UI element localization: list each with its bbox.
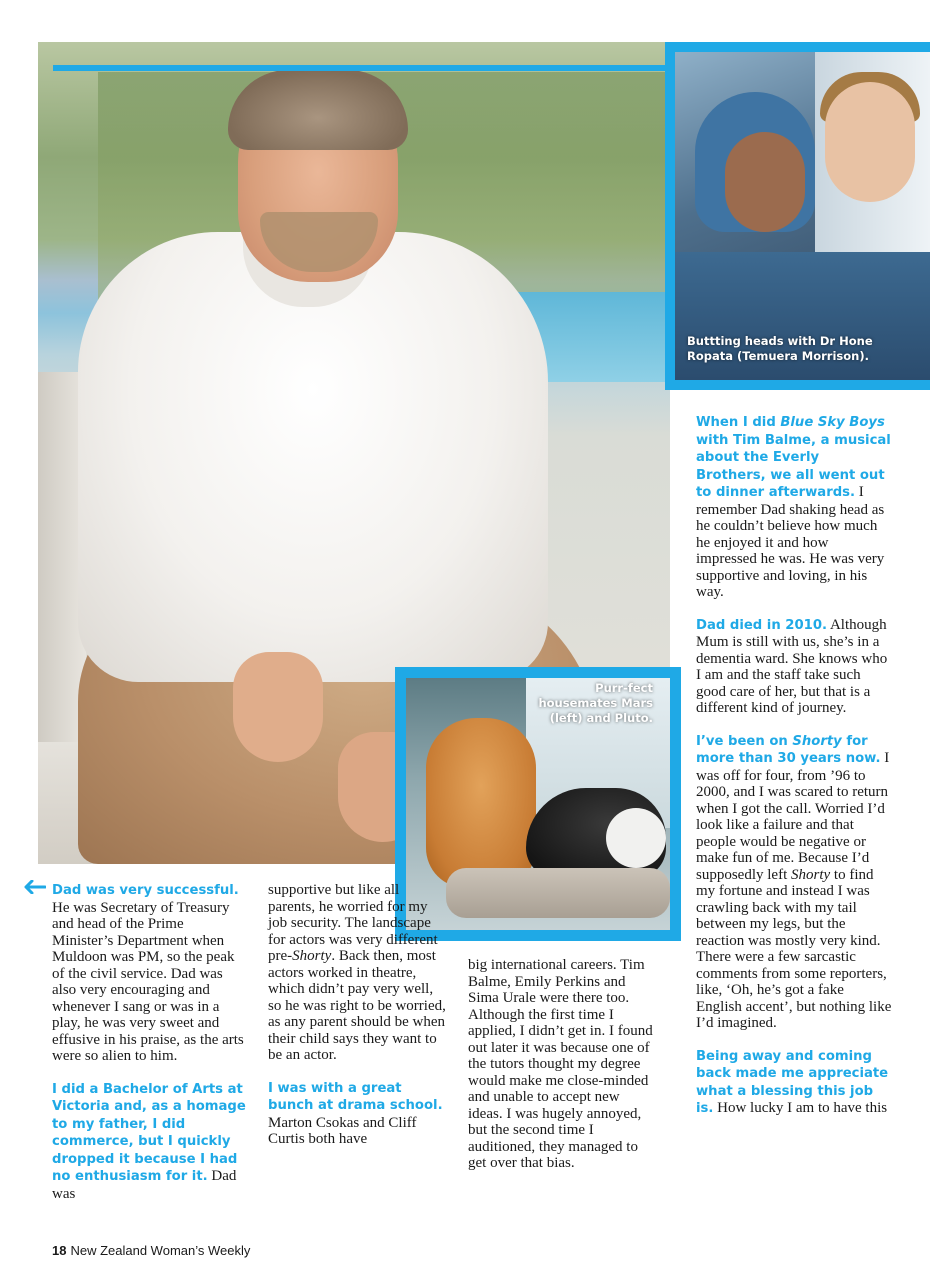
body-text: Dad was [52, 1168, 237, 1202]
show-title: Shorty [791, 866, 831, 883]
body-text: big international careers. Tim Balme, Emily Perkins and Sima Urale were there too. Although the first time I applied, I didn’t get in. I found out later it was because one of the tutors thought my degree would make me close-minded and unable to accept new ideas. I was hugely annoyed, but the second time I auditioned, they managed to get over that bias. [468, 957, 653, 1171]
show-title: Blue Sky Boys [780, 415, 885, 430]
text-column-4 [696, 414, 892, 1118]
text-column-1 [52, 882, 248, 1202]
paragraph [696, 1048, 892, 1118]
inset-photo-hospital-image [675, 52, 930, 380]
ginger-cat [426, 718, 536, 888]
body-text: Although Mum is still with us, she’s in a dementia ward. She knows who I am and the staff take such good care of her, but that is a different kind of journey. [696, 616, 888, 716]
caption-hospital: Buttting heads with Dr Hone Ropata (Temuera Morrison). [687, 334, 873, 363]
cat-perch [446, 868, 670, 918]
body-text-part: to find my fortune and instead I was crawling back with my tail between my legs, but the reaction was mostly very kind. There were a few sarcastic comments from some reporters, like, ‘Oh, he’s got a fake English accent’, but nothing like I’d imagined. [696, 866, 892, 1031]
actor-face-left [725, 132, 805, 232]
subheading: I did a Bachelor of Arts at Victoria and, as a homage to my father, I did commerce, but I quickly dropped it because I had no enthusiasm for it. [52, 1081, 246, 1184]
left-hand [233, 652, 323, 762]
paragraph [696, 414, 892, 601]
subheading-part: for more than 30 years now. [696, 733, 881, 766]
subheading [696, 734, 881, 767]
show-title: Shorty [292, 948, 332, 964]
text-column-2 [268, 882, 448, 1148]
publication-name: New Zealand Woman’s Weekly [70, 1243, 251, 1258]
body-text: Marton Csokas and Cliff Curtis both have [268, 1114, 417, 1147]
subheading: Dad was very successful. [52, 883, 239, 898]
subheading-part: When I did [696, 415, 781, 430]
show-title: Shorty [792, 733, 842, 749]
paragraph [696, 617, 892, 717]
subheading-part: I’ve been on [696, 733, 793, 749]
page-number: 18 [52, 1243, 67, 1258]
body-text: I remember Dad shaking head as he couldn’t believe how much he enjoyed it and how impressed he was. He was very supportive and loving, in his way. [696, 484, 885, 600]
subheading: Dad died in 2010. [696, 617, 828, 633]
body-text-part: I was off for four, from ’96 to 2000, and I was scared to return when I got the call. Worried I’d look like a failure and that people would be negative or make fun of me. Because I’d supposedly left [696, 750, 890, 883]
paragraph [52, 882, 248, 1065]
actor-face-right [825, 82, 915, 202]
body-text: . Back then, most actors worked in theatre, which didn’t pay very well, so he was right to be worried, as any parent should be when their child says they want to be an actor. [268, 948, 446, 1063]
body-text: He was Secretary of Treasury and head of the Prime Minister’s Department when Muldoon was PM, so the peak of the civil service. Dad was also very encouraging and whenever I sang or was in a play, he was very sweet and effusive in his praise, as the arts were so alien to him. [52, 899, 244, 1064]
subheading-part: with Tim Balme, a musical about the Everly Brothers, we all went out to dinner afterwards. [696, 432, 891, 500]
arrow-left-icon [24, 880, 46, 894]
paragraph [696, 733, 892, 1032]
subheading: Being away and coming back made me appreciate what a blessing this job is. [696, 1048, 889, 1116]
body-text: supportive but like all parents, he worried for my job security. The landscape for actors was very different pre- [268, 882, 438, 964]
subheading: I was with a great bunch at drama school. [268, 1080, 443, 1113]
accent-stripe [53, 65, 670, 71]
body-text [696, 750, 891, 1031]
paragraph [268, 882, 448, 1064]
inset-photo-hospital [665, 42, 930, 390]
hair [228, 70, 408, 150]
paragraph [268, 1080, 448, 1148]
caption-cats: Purr-fect housemates Mars (left) and Pluto. [538, 681, 653, 725]
paragraph [52, 1081, 248, 1203]
black-cat-white-chest [606, 808, 666, 868]
page-footer [52, 1243, 250, 1258]
body-text: How lucky I am to have this [717, 1100, 888, 1116]
text-column-3 [468, 957, 654, 1172]
